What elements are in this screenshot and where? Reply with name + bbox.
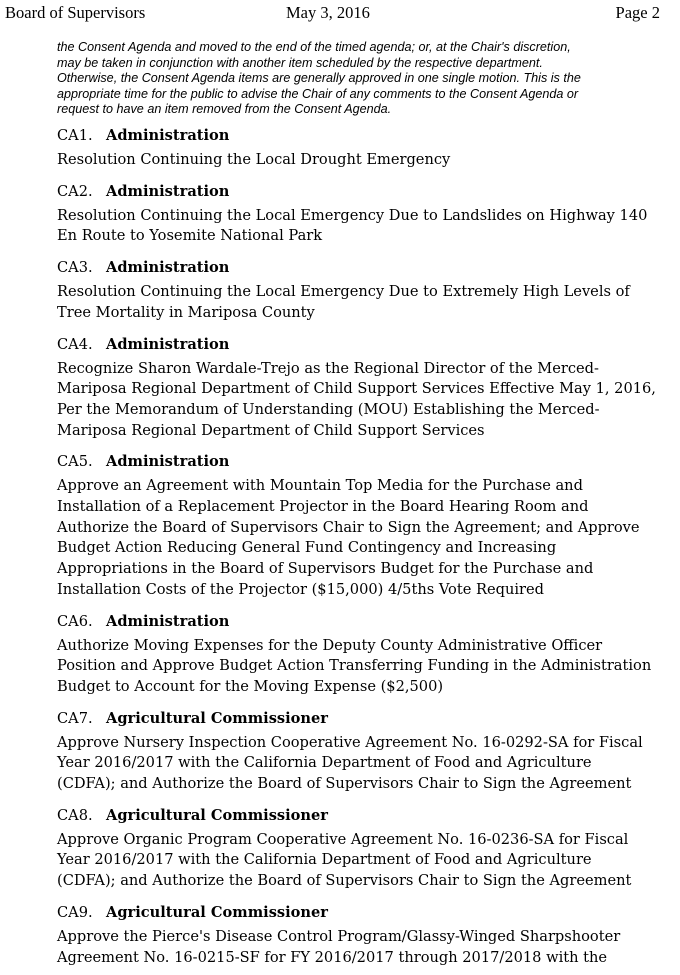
description-line: Resolution Continuing the Local Emergency Due to Extremely High Levels of [57,283,630,301]
agenda-item-department: Agricultural Commissioner [106,709,328,727]
agenda-item-department: Administration [106,259,230,277]
agenda-item-ca7 [57,705,667,795]
agenda-item-department: Administration [106,182,230,200]
description-line: En Route to Yosemite National Park [57,227,323,245]
agenda-item-heading [57,178,667,206]
header-date: May 3, 2016 [286,3,370,22]
consent-agenda-intro [57,40,657,118]
description-line: Approve the Pierce's Disease Control Program/Glassy-Winged Sharpshooter [57,927,621,945]
agenda-item-description [57,206,667,247]
description-line: Budget Action Reducing General Fund Contingency and Increasing [57,539,557,557]
agenda-item-description [57,927,667,968]
agenda-item-department: Agricultural Commissioner [106,903,328,921]
description-line: Per the Memorandum of Understanding (MOU) Establishing the Merced- [57,400,600,418]
agenda-item-description [57,733,667,795]
agenda-item-ca2 [57,178,667,247]
agenda-item-heading [57,122,667,150]
description-line: Approve Nursery Inspection Cooperative Agreement No. 16-0292-SA for Fiscal [57,733,643,751]
description-line: (CDFA); and Authorize the Board of Supervisors Chair to Sign the Agreement [57,775,632,793]
agenda-item-heading [57,802,667,830]
agenda-item-ca6 [57,608,667,698]
intro-line: appropriate time for the public to advise the Chair of any comments to the Consent Agenda or [57,86,579,101]
agenda-item-ca3 [57,254,667,323]
intro-line: may be taken in conjunction with another item scheduled by the respective department. [57,55,543,70]
description-line: Approve an Agreement with Mountain Top Media for the Purchase and [57,477,583,495]
description-line: Agreement No. 16-0215-SF for FY 2016/2017 through 2017/2018 with the [57,948,608,966]
intro-line: Otherwise, the Consent Agenda items are generally approved in one single motion. This is the [57,71,581,85]
agenda-item-department: Administration [106,612,230,630]
agenda-item-description [57,636,667,698]
description-line: Installation Costs of the Projector ($15,000) 4/5ths Vote Required [57,580,544,598]
description-line: Year 2016/2017 with the California Department of Food and Agriculture [57,754,592,772]
agenda-item-heading [57,331,667,359]
description-line: Authorize the Board of Supervisors Chair to Sign the Agreement; and Approve [57,518,640,536]
agenda-item-heading [57,899,667,927]
agenda-item-heading [57,254,667,282]
agenda-item-description [57,476,667,600]
agenda-item-department: Administration [106,453,230,471]
description-line: Year 2016/2017 with the California Department of Food and Agriculture [57,851,592,869]
agenda-item-heading [57,705,667,733]
agenda-item-number: CA3. [57,259,93,277]
agenda-item-description [57,282,667,323]
agenda-item-ca4 [57,331,667,442]
agenda-item-heading [57,448,667,476]
description-line: Mariposa Regional Department of Child Support Services [57,421,485,439]
agenda-item-ca8 [57,802,667,892]
description-line: Authorize Moving Expenses for the Deputy County Administrative Officer [57,636,603,654]
agenda-item-department: Administration [106,335,230,353]
intro-line: request to have an item removed from the Consent Agenda. [57,102,392,116]
description-line: Position and Approve Budget Action Transferring Funding in the Administration [57,657,652,675]
agenda-item-heading [57,608,667,636]
agenda-item-department: Administration [106,127,230,144]
description-line: (CDFA); and Authorize the Board of Supervisors Chair to Sign the Agreement [57,872,632,890]
agenda-item-description [57,150,667,171]
agenda-item-ca9 [57,899,667,968]
agenda-item-description [57,359,667,442]
agenda-item-ca1 [57,122,667,171]
intro-line: the Consent Agenda and moved to the end of the timed agenda; or, at the Chair's discretion, [57,40,571,54]
agenda-item-description [57,830,667,892]
agenda-item-number: CA2. [57,182,93,200]
description-line: Approve Organic Program Cooperative Agreement No. 16-0236-SA for Fiscal [57,830,629,848]
description-line: Resolution Continuing the Local Emergency Due to Landslides on Highway 140 [57,206,648,224]
consent-agenda-list [57,122,667,975]
header-board-name: Board of Supervisors [5,3,146,22]
agenda-item-number: CA4. [57,335,93,353]
agenda-item-department: Agricultural Commissioner [106,806,328,824]
page-header [0,3,660,25]
agenda-item-ca5 [57,448,667,600]
agenda-item-number: CA1. [57,127,93,144]
description-line: Resolution Continuing the Local Drought Emergency [57,151,451,168]
description-line: Installation of a Replacement Projector in the Board Hearing Room and [57,498,589,516]
agenda-item-number: CA7. [57,709,93,727]
description-line: Mariposa Regional Department of Child Support Services Effective May 1, 2016, [57,380,656,398]
header-page-number: Page 2 [615,3,660,22]
agenda-item-number: CA9. [57,903,93,921]
agenda-item-number: CA5. [57,453,93,471]
agenda-item-number: CA6. [57,612,93,630]
description-line: Budget to Account for the Moving Expense ($2,500) [57,677,444,695]
description-line: Appropriations in the Board of Supervisors Budget for the Purchase and [57,560,594,578]
description-line: Recognize Sharon Wardale-Trejo as the Regional Director of the Merced- [57,359,599,377]
description-line: Tree Mortality in Mariposa County [57,303,315,321]
agenda-item-number: CA8. [57,806,93,824]
